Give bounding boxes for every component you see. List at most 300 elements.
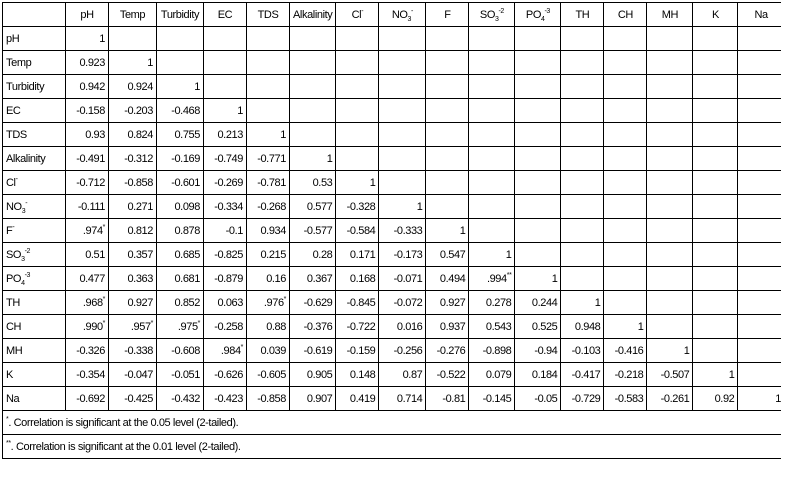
cell-value: 0.88	[266, 320, 286, 333]
column-header	[561, 3, 604, 27]
cell-value: -0.071	[393, 272, 423, 285]
table-cell	[469, 51, 515, 75]
table-cell	[738, 27, 781, 51]
table-cell	[157, 219, 204, 243]
significance-marker: *	[197, 319, 200, 327]
cell-value: -0.781	[257, 176, 286, 189]
table-cell	[426, 171, 469, 195]
table-cell	[290, 75, 336, 99]
footnote-marker: *	[6, 415, 9, 423]
label-text: TH	[575, 8, 590, 21]
table-cell	[693, 267, 738, 291]
cell-value: -0.333	[393, 224, 423, 237]
table-cell	[379, 387, 426, 411]
row-header	[3, 27, 66, 51]
table-cell	[426, 219, 469, 243]
table-row	[3, 123, 781, 147]
table-cell	[247, 339, 290, 363]
table-cell	[561, 171, 604, 195]
table-cell	[469, 195, 515, 219]
table-cell	[379, 339, 426, 363]
cell-value: -0.417	[571, 368, 601, 381]
label-text: pH	[6, 32, 20, 45]
cell-value: .975	[177, 320, 198, 333]
label-subscript: 4	[540, 15, 545, 23]
table-cell	[515, 363, 561, 387]
table-cell	[157, 339, 204, 363]
table-cell	[336, 195, 379, 219]
table-cell	[290, 195, 336, 219]
table-cell	[515, 243, 561, 267]
cell-value: 0.87	[402, 368, 423, 381]
label-text: F	[444, 8, 451, 21]
table-cell	[66, 315, 109, 339]
table-cell	[109, 171, 157, 195]
table-cell	[66, 147, 109, 171]
cell-value: 1	[369, 176, 376, 189]
significance-marker: *	[102, 319, 105, 327]
table-cell	[604, 291, 647, 315]
table-cell	[693, 243, 738, 267]
table-cell	[693, 363, 738, 387]
table-cell	[157, 243, 204, 267]
cell-value: 1	[551, 272, 558, 285]
cell-value: -0.423	[214, 392, 243, 405]
table-cell	[469, 171, 515, 195]
cell-value: .976	[263, 296, 284, 309]
table-cell	[515, 195, 561, 219]
column-header	[738, 3, 781, 27]
label-text: Alkalinity	[6, 152, 46, 165]
row-header	[3, 147, 66, 171]
table-cell	[109, 147, 157, 171]
cell-value: -0.858	[257, 392, 286, 405]
table-cell	[693, 219, 738, 243]
footnote-text: . Correlation is significant at the 0.05 level (2-tailed).	[8, 416, 239, 429]
footnote-row	[3, 435, 781, 459]
table-cell	[290, 171, 336, 195]
table-cell	[66, 195, 109, 219]
table-cell	[426, 387, 469, 411]
cell-value: 0.924	[127, 80, 153, 93]
label-text: PO	[6, 272, 22, 285]
significance-marker: *	[283, 295, 286, 303]
table-cell	[561, 27, 604, 51]
table-cell	[693, 123, 738, 147]
table-cell	[290, 99, 336, 123]
cell-value: -0.94	[534, 344, 558, 357]
table-cell	[738, 315, 781, 339]
column-header	[204, 3, 247, 27]
label-text: K	[711, 8, 719, 21]
row-header	[3, 363, 66, 387]
table-cell	[157, 171, 204, 195]
table-cell	[738, 267, 781, 291]
table-cell	[204, 339, 247, 363]
table-row	[3, 219, 781, 243]
table-cell	[647, 195, 693, 219]
table-cell	[426, 243, 469, 267]
cell-value: -0.619	[303, 344, 333, 357]
table-cell	[647, 387, 693, 411]
cell-value: -0.111	[77, 200, 105, 213]
table-cell	[426, 75, 469, 99]
significance-marker: *	[102, 295, 105, 303]
table-cell	[515, 315, 561, 339]
table-cell	[290, 387, 336, 411]
cell-value: 0.168	[349, 272, 376, 285]
table-cell	[247, 363, 290, 387]
column-header	[469, 3, 515, 27]
table-row	[3, 315, 781, 339]
table-cell	[604, 99, 647, 123]
table-cell	[66, 363, 109, 387]
cell-value: 0.16	[266, 272, 286, 285]
cell-value: 0.923	[79, 56, 105, 69]
cell-value: -0.051	[171, 368, 200, 381]
cell-value: 1	[594, 296, 601, 309]
table-cell	[157, 387, 204, 411]
table-cell	[426, 339, 469, 363]
table-cell	[379, 195, 426, 219]
cell-value: .994	[486, 272, 507, 285]
table-row	[3, 363, 781, 387]
cell-value: -0.771	[257, 152, 286, 165]
label-text: SO	[6, 248, 22, 261]
label-superscript: -	[12, 223, 15, 231]
cell-value: -0.432	[171, 392, 200, 405]
cell-value: 0.525	[531, 320, 558, 333]
table-cell	[109, 219, 157, 243]
table-row	[3, 339, 781, 363]
cell-value: -0.047	[124, 368, 153, 381]
cell-value: 0.543	[485, 320, 512, 333]
cell-value: 1	[237, 104, 243, 117]
table-cell	[247, 291, 290, 315]
table-cell	[515, 27, 561, 51]
cell-value: 0.28	[312, 248, 333, 261]
cell-value: -0.749	[214, 152, 243, 165]
cell-value: -0.601	[171, 176, 200, 189]
table-row	[3, 243, 781, 267]
cell-value: -0.416	[614, 344, 644, 357]
table-row	[3, 99, 781, 123]
cell-value: 0.681	[174, 272, 200, 285]
table-cell	[379, 99, 426, 123]
label-text: MH	[6, 344, 23, 357]
label-text: Na	[754, 8, 768, 21]
cell-value: -0.312	[124, 152, 153, 165]
table-cell	[66, 27, 109, 51]
table-cell	[336, 219, 379, 243]
cell-value: 0.937	[439, 320, 466, 333]
table-cell	[247, 147, 290, 171]
table-cell	[561, 99, 604, 123]
cell-value: 0.934	[260, 224, 286, 237]
table-cell	[290, 267, 336, 291]
table-cell	[379, 171, 426, 195]
significance-marker: *	[150, 319, 153, 327]
cell-value: -0.712	[76, 176, 105, 189]
cell-value: -0.158	[76, 104, 105, 117]
cell-value: 1	[683, 344, 690, 357]
cell-value: 0.148	[349, 368, 376, 381]
table-cell	[426, 123, 469, 147]
table-cell	[738, 363, 781, 387]
cell-value: -0.605	[257, 368, 286, 381]
label-subscript: 3	[21, 255, 25, 263]
table-cell	[738, 51, 781, 75]
table-cell	[693, 339, 738, 363]
table-cell	[204, 123, 247, 147]
cell-value: -0.825	[214, 248, 243, 261]
cell-value: -0.583	[614, 392, 644, 405]
cell-value: -0.334	[214, 200, 243, 213]
label-text: Alkalinity	[293, 8, 333, 21]
table-cell	[336, 75, 379, 99]
label-subscript: 4	[21, 279, 25, 287]
table-cell	[247, 195, 290, 219]
table-row	[3, 147, 781, 171]
table-cell	[561, 75, 604, 99]
table-cell	[561, 363, 604, 387]
table-cell	[561, 339, 604, 363]
table-cell	[379, 51, 426, 75]
footnote-marker: **	[6, 439, 11, 447]
cell-value: 1	[459, 224, 466, 237]
table-cell	[290, 51, 336, 75]
table-cell	[204, 99, 247, 123]
table-cell	[336, 171, 379, 195]
label-subscript: 3	[21, 207, 26, 215]
table-cell	[379, 75, 426, 99]
table-cell	[336, 243, 379, 267]
row-header	[3, 267, 66, 291]
cell-value: 1	[280, 128, 286, 141]
cell-value: -0.268	[257, 200, 286, 213]
row-header	[3, 51, 66, 75]
table-cell	[204, 387, 247, 411]
label-text: CH	[6, 320, 22, 333]
table-cell	[157, 123, 204, 147]
table-cell	[204, 75, 247, 99]
table-cell	[379, 219, 426, 243]
table-cell	[66, 219, 109, 243]
table-cell	[738, 339, 781, 363]
table-cell	[157, 27, 204, 51]
label-text: NO	[6, 200, 22, 213]
cell-value: -0.491	[76, 152, 105, 165]
row-header	[3, 339, 66, 363]
cell-value: 0.714	[396, 392, 423, 405]
label-superscript: -3	[24, 271, 31, 279]
cell-value: -0.845	[346, 296, 376, 309]
table-row	[3, 51, 781, 75]
cell-value: -0.858	[124, 176, 153, 189]
label-text: TH	[6, 296, 20, 309]
cell-value: -0.256	[393, 344, 423, 357]
table-cell	[693, 171, 738, 195]
table-cell	[469, 219, 515, 243]
table-cell	[469, 75, 515, 99]
table-row	[3, 267, 781, 291]
column-header	[647, 3, 693, 27]
table-cell	[247, 99, 290, 123]
cell-value: -0.258	[214, 320, 243, 333]
table-cell	[66, 123, 109, 147]
cell-value: 1	[147, 56, 153, 69]
table-cell	[561, 123, 604, 147]
column-header	[157, 3, 204, 27]
label-superscript: -3	[544, 7, 550, 15]
table-cell	[290, 363, 336, 387]
label-superscript: -2	[24, 247, 31, 255]
cell-value: -0.269	[214, 176, 243, 189]
table-cell	[157, 363, 204, 387]
table-cell	[604, 339, 647, 363]
cell-value: -0.722	[346, 320, 376, 333]
cell-value: 1	[194, 80, 200, 93]
cell-value: -0.173	[393, 248, 423, 261]
label-text: Turbidity	[6, 80, 45, 93]
label-text: MH	[661, 8, 679, 21]
table-cell	[515, 147, 561, 171]
label-text: Cl	[6, 176, 16, 189]
table-cell	[469, 363, 515, 387]
cell-value: -0.729	[571, 392, 601, 405]
cell-value: -0.103	[571, 344, 601, 357]
row-header	[3, 387, 66, 411]
cell-value: 0.494	[439, 272, 466, 285]
label-text: Turbidity	[160, 8, 200, 21]
header-row	[3, 3, 781, 27]
label-text: EC	[217, 8, 233, 21]
cell-value: 0.907	[306, 392, 333, 405]
cell-value: -0.81	[442, 392, 466, 405]
cell-value: 0.905	[306, 368, 333, 381]
table-cell	[109, 267, 157, 291]
table-cell	[247, 51, 290, 75]
label-subscript: 3	[407, 15, 412, 23]
table-cell	[561, 315, 604, 339]
table-cell	[336, 363, 379, 387]
table-cell	[204, 291, 247, 315]
table-cell	[109, 195, 157, 219]
cell-value: 0.367	[306, 272, 333, 285]
table-cell	[109, 315, 157, 339]
cell-value: 0.171	[349, 248, 376, 261]
table-cell	[469, 267, 515, 291]
cell-value: 0.278	[485, 296, 512, 309]
table-cell	[515, 171, 561, 195]
column-header	[336, 3, 379, 27]
cell-value: -0.626	[214, 368, 243, 381]
row-header	[3, 195, 66, 219]
table-cell	[247, 171, 290, 195]
table-cell	[379, 267, 426, 291]
cell-value: 0.363	[127, 272, 153, 285]
table-cell	[109, 27, 157, 51]
cell-value: 0.184	[531, 368, 558, 381]
cell-value: 0.755	[174, 128, 200, 141]
table-cell	[561, 243, 604, 267]
table-cell	[379, 123, 426, 147]
label-superscript: -	[15, 175, 18, 183]
table-cell	[738, 147, 781, 171]
table-cell	[604, 51, 647, 75]
table-cell	[426, 147, 469, 171]
table-cell	[426, 267, 469, 291]
column-header	[379, 3, 426, 27]
table-cell	[604, 195, 647, 219]
cell-value: 1	[637, 320, 644, 333]
table-cell	[693, 27, 738, 51]
cell-value: -0.338	[124, 344, 153, 357]
label-text: TDS	[6, 128, 27, 141]
table-cell	[290, 315, 336, 339]
table-cell	[204, 315, 247, 339]
table-cell	[561, 219, 604, 243]
table-row	[3, 171, 781, 195]
table-cell	[157, 195, 204, 219]
row-header	[3, 171, 66, 195]
cell-value: 0.927	[439, 296, 466, 309]
table-cell	[426, 315, 469, 339]
table-cell	[379, 315, 426, 339]
label-text: CH	[617, 8, 633, 21]
table-cell	[109, 291, 157, 315]
cell-value: 0.419	[349, 392, 376, 405]
cell-value: 0.812	[127, 224, 153, 237]
table-cell	[157, 315, 204, 339]
table-cell	[647, 147, 693, 171]
table-cell	[379, 363, 426, 387]
label-text: EC	[6, 104, 21, 117]
table-cell	[66, 51, 109, 75]
label-text: K	[6, 368, 13, 381]
table-cell	[379, 27, 426, 51]
table-cell	[204, 219, 247, 243]
label-subscript: 3	[494, 15, 499, 23]
cell-value: 1	[326, 152, 333, 165]
table-cell	[515, 99, 561, 123]
table-cell	[647, 267, 693, 291]
cell-value: -0.577	[303, 224, 333, 237]
label-text: TDS	[257, 8, 279, 21]
table-cell	[157, 291, 204, 315]
cell-value: -0.326	[76, 344, 105, 357]
table-cell	[515, 291, 561, 315]
cell-value: 1	[728, 368, 735, 381]
label-superscript: -2	[498, 7, 504, 15]
cell-value: 0.92	[714, 392, 735, 405]
table-cell	[336, 147, 379, 171]
table-cell	[738, 99, 781, 123]
cell-value: -0.276	[436, 344, 466, 357]
cell-value: -0.261	[660, 392, 690, 405]
table-cell	[204, 243, 247, 267]
table-cell	[290, 147, 336, 171]
cell-value: -0.629	[303, 296, 333, 309]
table-cell	[157, 99, 204, 123]
cell-value: .957	[130, 320, 151, 333]
table-cell	[204, 363, 247, 387]
cell-value: 0.477	[79, 272, 105, 285]
column-header	[426, 3, 469, 27]
cell-value: 0.215	[260, 248, 286, 261]
cell-value: 1	[416, 200, 423, 213]
table-cell	[693, 99, 738, 123]
